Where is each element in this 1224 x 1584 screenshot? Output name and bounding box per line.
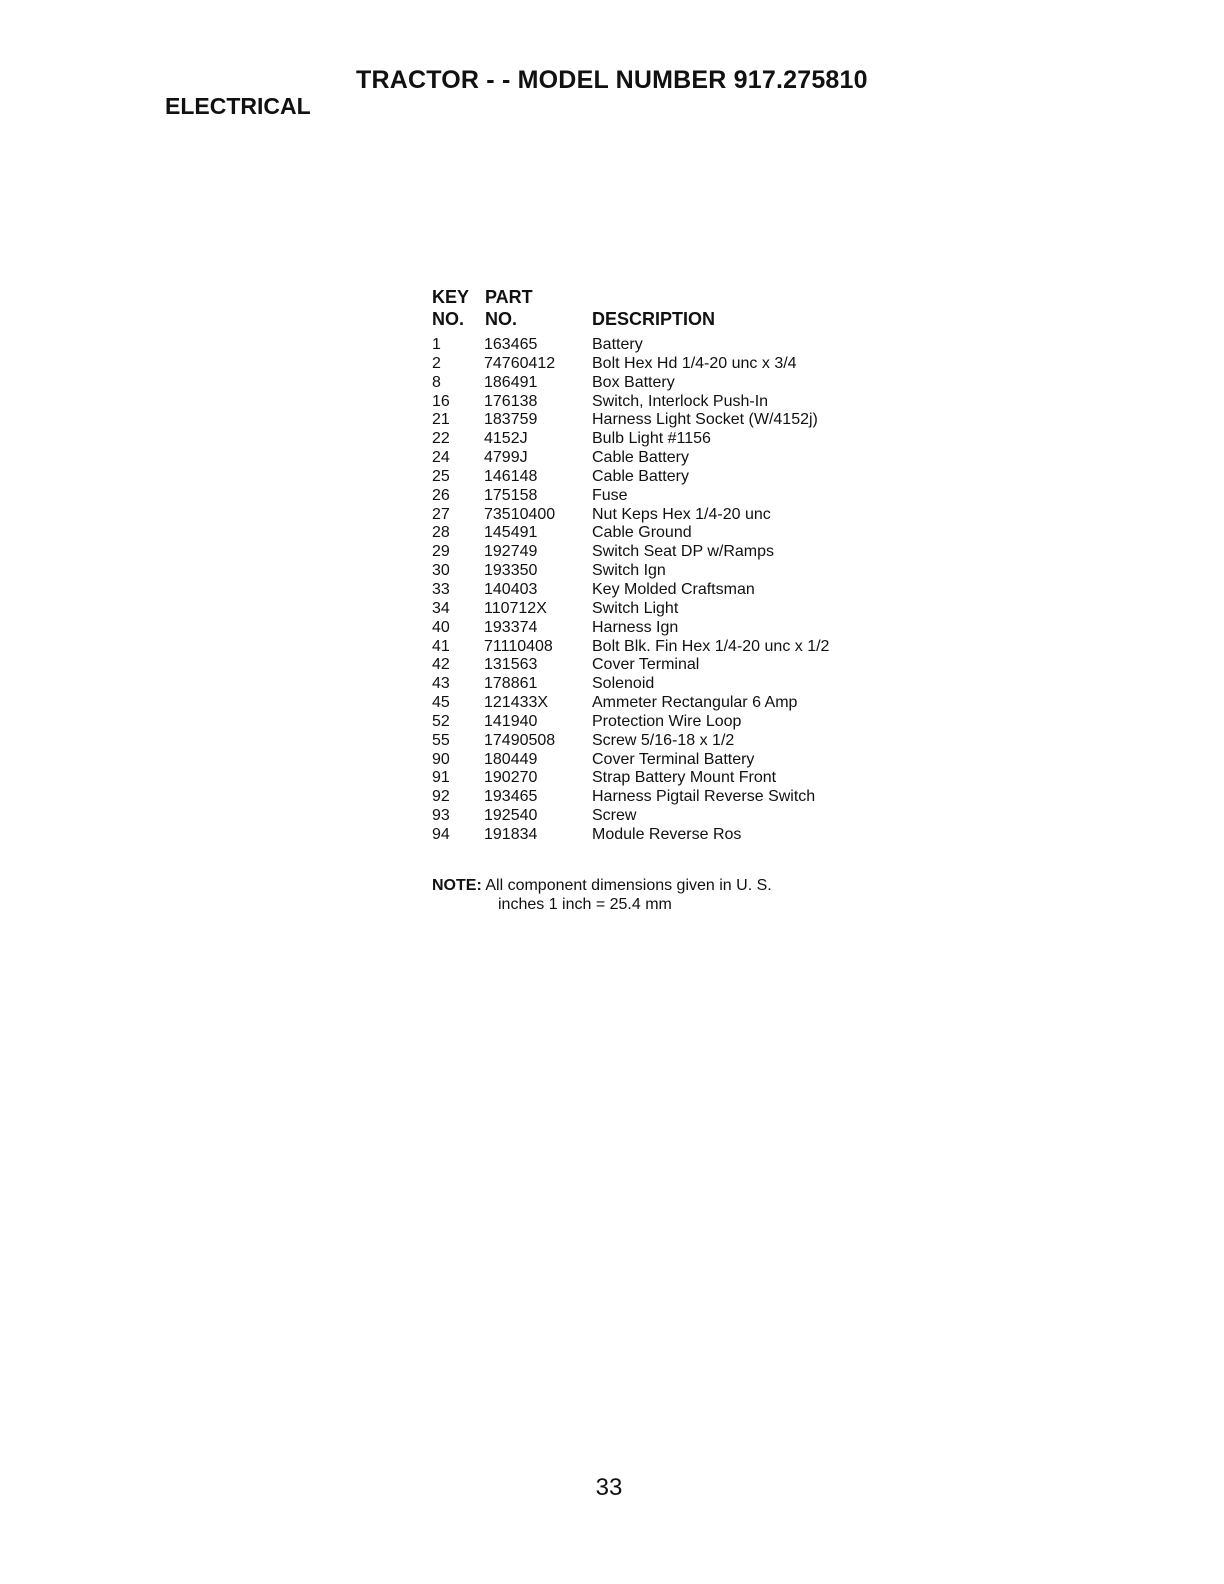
description: Fuse <box>592 486 628 504</box>
key-no: 34 <box>432 599 450 617</box>
part-no: 131563 <box>484 656 538 674</box>
part-no: 121433X <box>484 694 549 712</box>
description: Screw <box>592 807 637 825</box>
part-no: 146148 <box>484 467 538 485</box>
page-number: 33 <box>595 1474 623 1501</box>
header-part-line2: NO. <box>485 309 518 329</box>
key-no: 25 <box>432 467 450 485</box>
key-no: 52 <box>432 712 450 730</box>
description: Battery <box>592 336 643 353</box>
key-no: 26 <box>432 486 450 504</box>
part-no: 17490508 <box>484 731 556 749</box>
key-no: 43 <box>432 675 450 693</box>
part-no: 175158 <box>484 486 538 504</box>
note-label: NOTE: <box>432 877 482 894</box>
description: Bolt Blk. Fin Hex 1/4-20 unc x 1/2 <box>592 637 830 655</box>
key-no: 29 <box>432 543 450 561</box>
key-no: 2 <box>432 354 441 372</box>
part-no: 193374 <box>484 618 538 636</box>
part-no: 74760412 <box>484 354 556 372</box>
description: Switch Ign <box>592 562 666 580</box>
key-no: 30 <box>432 562 450 580</box>
note-text-2: inches 1 inch = 25.4 mm <box>498 896 672 913</box>
part-no: 176138 <box>484 392 538 410</box>
key-no: 93 <box>432 807 450 825</box>
description: Box Battery <box>592 373 675 391</box>
part-no: 190270 <box>484 769 538 787</box>
key-no: 21 <box>432 411 450 429</box>
header-description: DESCRIPTION <box>592 309 716 329</box>
key-no: 94 <box>432 825 450 843</box>
section-title: ELECTRICAL <box>165 93 311 119</box>
part-no: 73510400 <box>484 505 556 523</box>
key-no: 45 <box>432 694 450 712</box>
description: Bulb Light #1156 <box>592 430 711 448</box>
key-no: 22 <box>432 430 450 448</box>
description: Harness Light Socket (W/4152j) <box>592 411 818 429</box>
key-no: 92 <box>432 788 450 806</box>
description: Module Reverse Ros <box>592 825 742 843</box>
note-line-1 <box>432 876 772 895</box>
part-no: 110712X <box>484 599 547 617</box>
description: Solenoid <box>592 675 655 693</box>
description: Protection Wire Loop <box>592 712 742 730</box>
description: Cover Terminal Battery <box>592 750 755 768</box>
key-no: 24 <box>432 449 450 467</box>
part-no: 140403 <box>484 580 538 598</box>
description: Key Molded Craftsman <box>592 580 755 598</box>
description: Harness Ign <box>592 618 679 636</box>
key-no: 1 <box>432 336 441 353</box>
part-no: 4152J <box>484 430 528 448</box>
description: Ammeter Rectangular 6 Amp <box>592 694 798 712</box>
description: Cable Battery <box>592 467 689 485</box>
key-no: 27 <box>432 505 450 523</box>
part-no: 180449 <box>484 750 538 768</box>
key-no: 33 <box>432 580 450 598</box>
description: Cable Ground <box>592 524 692 542</box>
key-no: 55 <box>432 731 450 749</box>
part-no: 186491 <box>484 373 538 391</box>
part-no: 191834 <box>484 825 538 843</box>
key-no: 28 <box>432 524 450 542</box>
description: Switch, Interlock Push-In <box>592 392 769 410</box>
description: Harness Pigtail Reverse Switch <box>592 788 816 806</box>
description: Bolt Hex Hd 1/4-20 unc x 3/4 <box>592 354 797 372</box>
header-key-line1: KEY <box>432 287 470 307</box>
part-no: 141940 <box>484 712 538 730</box>
key-no: 91 <box>432 769 450 787</box>
key-no: 90 <box>432 750 450 768</box>
description: Switch Seat DP w/Ramps <box>592 543 774 561</box>
key-no: 42 <box>432 656 450 674</box>
description: Cover Terminal <box>592 656 700 674</box>
description: Nut Keps Hex 1/4-20 unc <box>592 505 771 523</box>
part-no: 183759 <box>484 411 538 429</box>
description: Strap Battery Mount Front <box>592 769 777 787</box>
page-title: TRACTOR - - MODEL NUMBER 917.275810 <box>356 66 868 94</box>
part-no: 193465 <box>484 788 538 806</box>
part-no: 178861 <box>484 675 538 693</box>
part-no: 192540 <box>484 807 538 825</box>
key-no: 40 <box>432 618 450 636</box>
part-no: 193350 <box>484 562 538 580</box>
description: Cable Battery <box>592 449 689 467</box>
description: Screw 5/16-18 x 1/2 <box>592 731 735 749</box>
key-no: 41 <box>432 637 450 655</box>
header-key-line2: NO. <box>432 309 465 329</box>
part-no: 4799J <box>484 449 528 467</box>
header-part-line1: PART <box>485 287 533 307</box>
description: Switch Light <box>592 599 679 617</box>
note <box>432 876 772 914</box>
key-no: 8 <box>432 373 441 391</box>
part-no: 145491 <box>484 524 538 542</box>
part-no: 71110408 <box>484 637 553 655</box>
part-no: 192749 <box>484 543 538 561</box>
part-no: 163465 <box>484 336 538 353</box>
note-text-1: All component dimensions given in U. S. <box>485 877 772 894</box>
key-no: 16 <box>432 392 450 410</box>
